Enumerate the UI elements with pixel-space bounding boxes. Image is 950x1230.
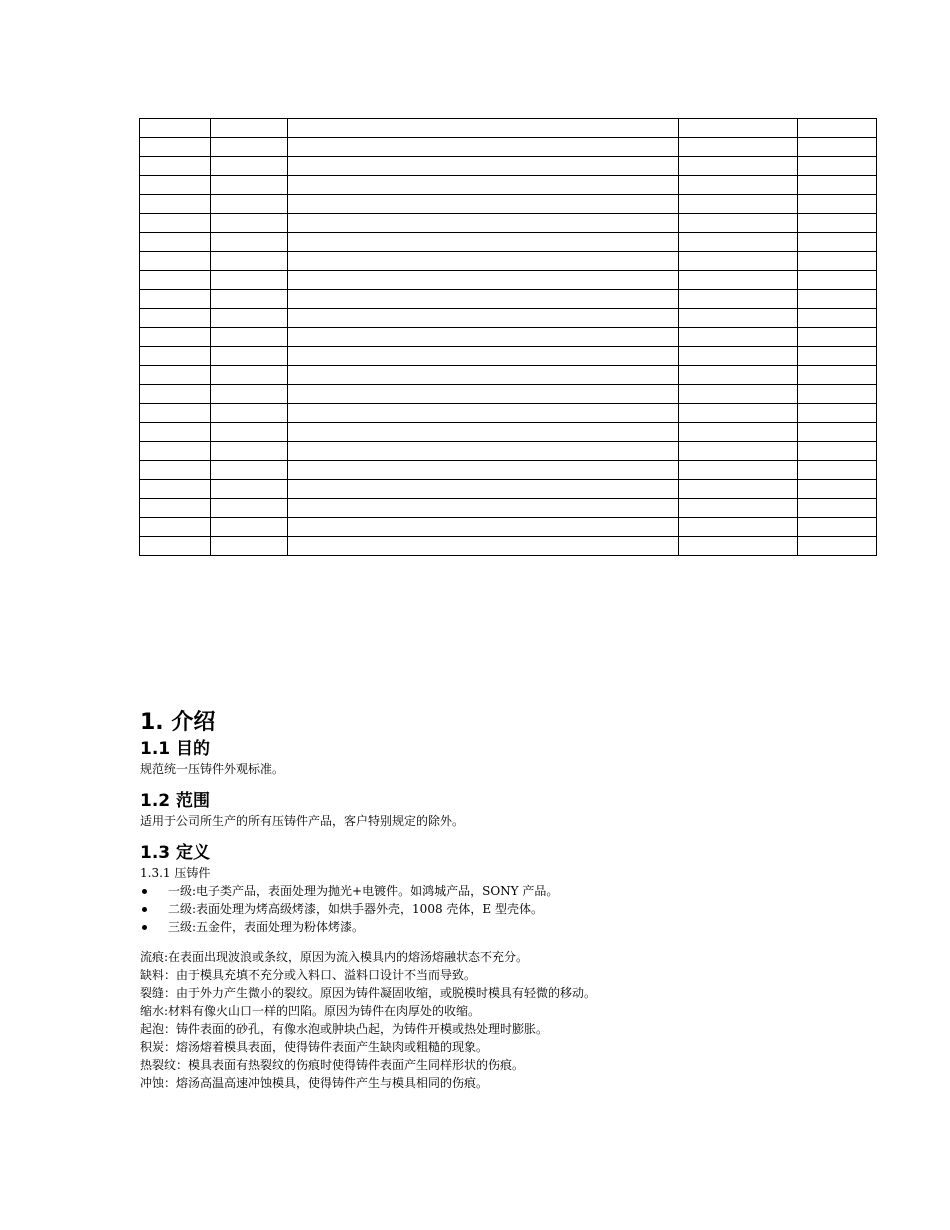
revision-table-row: [140, 138, 877, 157]
revision-table-cell: [211, 442, 288, 461]
revision-table-cell: [211, 176, 288, 195]
revision-table-row: [140, 309, 877, 328]
revision-table-row: [140, 518, 877, 537]
grade-list: [140, 882, 900, 936]
revision-table-row: [140, 461, 877, 480]
revision-table-cell: [288, 214, 679, 233]
revision-table-cell: [679, 423, 798, 442]
revision-table-cell: [679, 385, 798, 404]
revision-table-cell: [140, 176, 211, 195]
revision-table-cell: [140, 347, 211, 366]
revision-table-cell: [798, 233, 877, 252]
revision-table-cell: [798, 423, 877, 442]
revision-table-cell: [798, 537, 877, 556]
revision-table-cell: [288, 404, 679, 423]
revision-table-row: [140, 385, 877, 404]
revision-table-cell: [140, 499, 211, 518]
bullet-icon: [142, 925, 147, 930]
revision-table-row: [140, 119, 877, 138]
revision-table-row: [140, 233, 877, 252]
revision-table-row: [140, 195, 877, 214]
revision-table-cell: [288, 157, 679, 176]
revision-table-cell: [288, 309, 679, 328]
revision-table-cell: [679, 480, 798, 499]
revision-table-cell: [211, 252, 288, 271]
revision-table-cell: [140, 252, 211, 271]
revision-table-cell: [211, 499, 288, 518]
revision-table-cell: [211, 195, 288, 214]
revision-table-row: [140, 480, 877, 499]
definition-item: 流痕:在表面出现波浪或条纹，原因为流入模具内的熔汤熔融状态不充分。: [140, 950, 529, 964]
revision-table-cell: [288, 423, 679, 442]
grade-text: 三级:五金件，表面处理为粉体烤漆。: [168, 920, 365, 934]
section-1-3-heading: 1.3 定义: [140, 843, 211, 863]
revision-table-row: [140, 176, 877, 195]
revision-table-cell: [288, 252, 679, 271]
revision-table-cell: [211, 404, 288, 423]
revision-table-cell: [140, 480, 211, 499]
revision-table-cell: [798, 328, 877, 347]
revision-table-cell: [211, 271, 288, 290]
section-1-2-text: 适用于公司所生产的所有压铸件产品，客户特别规定的除外。: [140, 814, 465, 828]
revision-table-cell: [679, 461, 798, 480]
revision-table-cell: [140, 309, 211, 328]
revision-table-cell: [288, 328, 679, 347]
revision-table-cell: [679, 347, 798, 366]
revision-table-cell: [288, 347, 679, 366]
grade-text: 二级:表面处理为烤高级烤漆，如烘手器外壳，1008 壳体，E 型壳体。: [168, 902, 543, 916]
revision-table-cell: [798, 518, 877, 537]
revision-table-cell: [288, 271, 679, 290]
revision-table-cell: [211, 138, 288, 157]
definition-item: 缺料：由于模具充填不充分或入料口、溢料口设计不当而导致。: [140, 968, 477, 982]
definition-item: 积炭：熔汤熔着模具表面，使得铸件表面产生缺肉或粗糙的现象。: [140, 1040, 489, 1054]
revision-table-cell: [211, 157, 288, 176]
revision-table-cell: [798, 214, 877, 233]
section-1-1-heading: 1.1 目的: [140, 739, 211, 759]
bullet-icon: [142, 907, 147, 912]
definition-item: 冲蚀：熔汤高温高速冲蚀模具，使得铸件产生与模具相同的伤痕。: [140, 1076, 489, 1090]
section-1-2-heading: 1.2 范围: [140, 791, 211, 811]
revision-table-cell: [211, 480, 288, 499]
revision-table-cell: [288, 537, 679, 556]
revision-table-cell: [140, 518, 211, 537]
revision-table-cell: [140, 385, 211, 404]
revision-table-cell: [211, 366, 288, 385]
revision-table-cell: [140, 423, 211, 442]
revision-table-cell: [140, 195, 211, 214]
revision-table-cell: [679, 309, 798, 328]
revision-table-cell: [798, 366, 877, 385]
revision-table-cell: [288, 480, 679, 499]
revision-table-cell: [288, 366, 679, 385]
revision-table-cell: [288, 138, 679, 157]
revision-table-body: [140, 119, 877, 556]
revision-table-row: [140, 214, 877, 233]
revision-table-cell: [288, 499, 679, 518]
revision-table-row: [140, 442, 877, 461]
revision-table-cell: [211, 328, 288, 347]
revision-table-cell: [798, 271, 877, 290]
revision-table-cell: [211, 385, 288, 404]
revision-table-cell: [211, 518, 288, 537]
revision-table-row: [140, 271, 877, 290]
revision-table-cell: [679, 328, 798, 347]
revision-table-cell: [140, 442, 211, 461]
revision-table-row: [140, 252, 877, 271]
revision-table-cell: [798, 404, 877, 423]
definition-list: [140, 948, 900, 1092]
revision-table-cell: [679, 518, 798, 537]
revision-table-cell: [679, 195, 798, 214]
revision-table-cell: [679, 499, 798, 518]
revision-table-cell: [211, 290, 288, 309]
revision-table-cell: [798, 195, 877, 214]
revision-table-cell: [798, 385, 877, 404]
document-body: [140, 708, 900, 1092]
revision-table-cell: [679, 442, 798, 461]
revision-table-cell: [211, 309, 288, 328]
section-1-3-1-subheading: 1.3.1 压铸件: [140, 866, 211, 880]
revision-table-cell: [288, 518, 679, 537]
revision-table-row: [140, 499, 877, 518]
revision-table-cell: [798, 157, 877, 176]
revision-table-cell: [140, 366, 211, 385]
revision-table-row: [140, 157, 877, 176]
revision-table-row: [140, 366, 877, 385]
definition-item: 起泡：铸件表面的砂孔，有像水泡或肿块凸起，为铸件开模或热处理时膨胀。: [140, 1022, 549, 1036]
grade-text: 一级:电子类产品，表面处理为抛光+电镀件。如鸿城产品，SONY 产品。: [168, 884, 559, 898]
revision-table-cell: [798, 347, 877, 366]
section-1-heading: 1. 介绍: [140, 710, 216, 735]
revision-table-row: [140, 537, 877, 556]
grade-item: [140, 918, 900, 936]
revision-table-row: [140, 423, 877, 442]
revision-table-cell: [140, 328, 211, 347]
revision-table-row: [140, 404, 877, 423]
revision-table-cell: [679, 537, 798, 556]
revision-table-cell: [140, 290, 211, 309]
revision-table-cell: [140, 214, 211, 233]
revision-table-cell: [288, 461, 679, 480]
revision-table-cell: [798, 442, 877, 461]
revision-table-cell: [679, 157, 798, 176]
grade-item: [140, 882, 900, 900]
revision-table-cell: [211, 347, 288, 366]
revision-table-cell: [679, 119, 798, 138]
definition-item: 缩水:材料有像火山口一样的凹陷。原因为铸件在肉厚处的收缩。: [140, 1004, 481, 1018]
revision-table-cell: [798, 290, 877, 309]
revision-table: [139, 118, 877, 556]
revision-table-cell: [798, 480, 877, 499]
revision-table-cell: [679, 176, 798, 195]
definition-item: 裂缝：由于外力产生微小的裂纹。原因为铸件凝固收缩，或脱模时模具有轻微的移动。: [140, 986, 597, 1000]
revision-table-cell: [288, 442, 679, 461]
revision-table-cell: [140, 233, 211, 252]
revision-table-cell: [679, 233, 798, 252]
revision-table-cell: [288, 290, 679, 309]
revision-table-cell: [288, 385, 679, 404]
revision-table-cell: [140, 537, 211, 556]
revision-table-cell: [288, 176, 679, 195]
revision-table-cell: [288, 119, 679, 138]
revision-table-cell: [140, 138, 211, 157]
grade-item: [140, 900, 900, 918]
revision-table-row: [140, 347, 877, 366]
bullet-icon: [142, 889, 147, 894]
revision-table-row: [140, 328, 877, 347]
revision-table-cell: [211, 537, 288, 556]
revision-table-cell: [798, 176, 877, 195]
revision-table-cell: [679, 214, 798, 233]
definition-item: 热裂纹：模具表面有热裂纹的伤痕时使得铸件表面产生同样形状的伤痕。: [140, 1058, 525, 1072]
revision-table-cell: [211, 214, 288, 233]
revision-table-cell: [140, 404, 211, 423]
revision-table-cell: [140, 271, 211, 290]
revision-table-cell: [211, 423, 288, 442]
revision-table-cell: [211, 461, 288, 480]
revision-table-cell: [140, 119, 211, 138]
revision-table-cell: [798, 309, 877, 328]
revision-table-cell: [679, 271, 798, 290]
revision-table-cell: [211, 119, 288, 138]
revision-table-cell: [211, 233, 288, 252]
revision-table-cell: [798, 499, 877, 518]
revision-table-cell: [679, 138, 798, 157]
revision-table-cell: [679, 366, 798, 385]
revision-table-cell: [679, 404, 798, 423]
revision-table-cell: [679, 290, 798, 309]
revision-table-cell: [288, 195, 679, 214]
revision-table-row: [140, 290, 877, 309]
revision-table-cell: [679, 252, 798, 271]
revision-table-cell: [798, 119, 877, 138]
revision-table-cell: [798, 138, 877, 157]
revision-table-cell: [140, 461, 211, 480]
revision-table-cell: [798, 461, 877, 480]
revision-table-cell: [140, 157, 211, 176]
revision-table-cell: [798, 252, 877, 271]
section-1-1-text: 规范统一压铸件外观标准。: [140, 762, 285, 776]
revision-table-cell: [288, 233, 679, 252]
